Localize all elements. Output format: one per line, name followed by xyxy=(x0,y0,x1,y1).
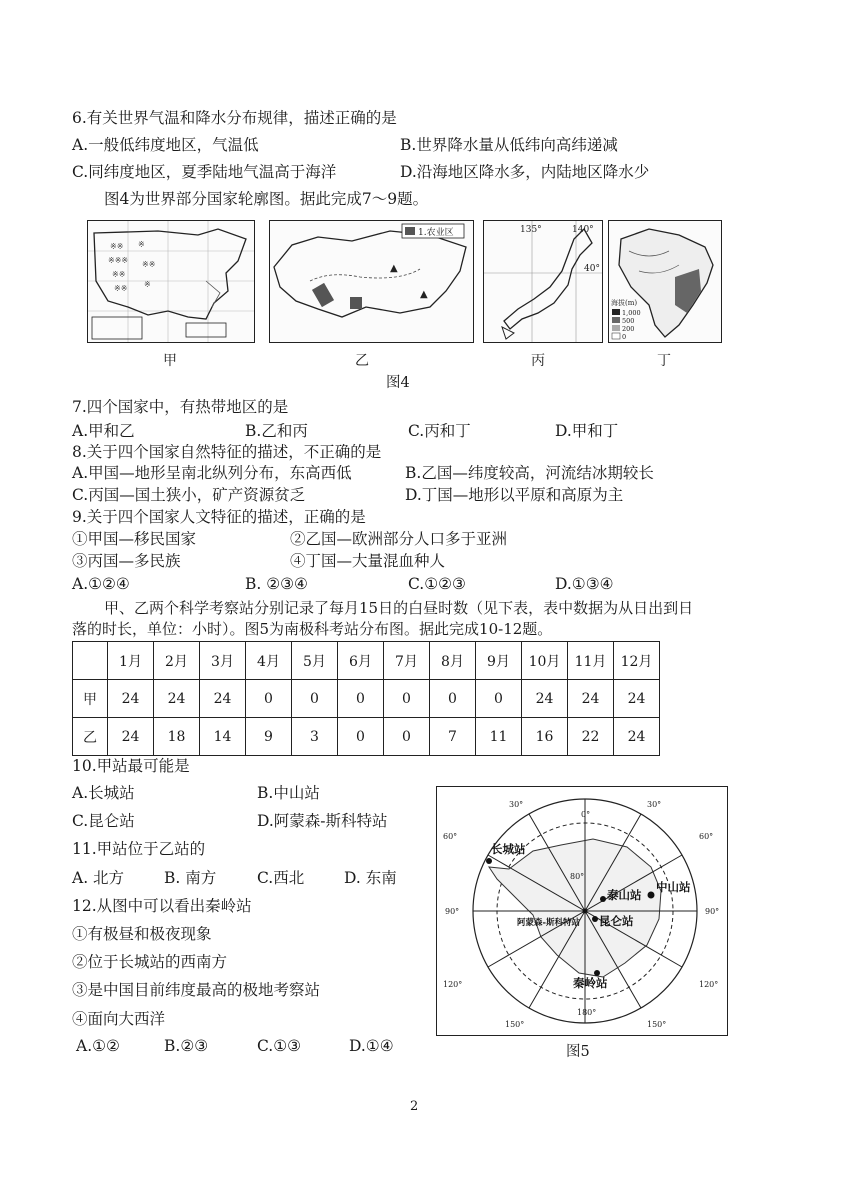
intro-10-12-line1: 甲、乙两个科学考察站分别记录了每月15日的白昼时数（见下表，表中数据为从日出到日 xyxy=(104,599,694,617)
q7-option-b: B.乙和丙 xyxy=(245,422,308,440)
q7-option-c: C.丙和丁 xyxy=(408,422,471,440)
lon-label: 180° xyxy=(577,1008,597,1017)
lon-label: 120° xyxy=(443,980,463,989)
q12-option-c: C.①③ xyxy=(257,1037,302,1055)
table-cell: 24 xyxy=(108,680,154,718)
lon-label: 90° xyxy=(705,907,720,916)
lon-label: 150° xyxy=(647,1020,667,1029)
table-cell: 24 xyxy=(568,680,614,718)
q8-option-a: A.甲国—地形呈南北纵列分布，东高西低 xyxy=(72,464,352,482)
table-cell: 18 xyxy=(154,718,200,756)
page-number: 2 xyxy=(410,1099,419,1114)
q11-option-c: C.西北 xyxy=(257,869,305,887)
table-cell: 0 xyxy=(430,680,476,718)
q9-statement-4: ④丁国—大量混血种人 xyxy=(290,552,446,570)
svg-text:※※: ※※ xyxy=(110,242,124,251)
svg-text:▲: ▲ xyxy=(420,289,428,300)
svg-text:※※※: ※※※ xyxy=(108,256,129,265)
q6-option-a: A.一般低纬度地区，气温低 xyxy=(72,136,259,154)
q12-statement-1: ①有极昼和极夜现象 xyxy=(72,925,212,943)
q6-stem: 6.有关世界气温和降水分布规律，描述正确的是 xyxy=(72,109,397,127)
q9-option-b: B. ②③④ xyxy=(245,575,308,593)
map-label-jia: 甲 xyxy=(163,353,177,369)
svg-text:※: ※ xyxy=(144,280,151,289)
table-row-label: 甲 xyxy=(73,680,108,718)
table-corner xyxy=(73,642,108,680)
lon-label: 30° xyxy=(509,800,524,809)
map-bing-lon1: 135° xyxy=(520,225,542,235)
fig4-caption: 图4 xyxy=(386,375,410,391)
q7-option-d: D.甲和丁 xyxy=(555,422,619,440)
station-kunlun: 昆仑站 xyxy=(599,914,634,928)
q12-stem: 12.从图中可以看出秦岭站 xyxy=(72,897,252,915)
table-header: 1月 xyxy=(108,642,154,680)
q7-stem: 7.四个国家中，有热带地区的是 xyxy=(72,398,289,416)
map-ding-legend-2: 500 xyxy=(622,317,635,325)
table-cell: 14 xyxy=(200,718,246,756)
table-cell: 0 xyxy=(292,680,338,718)
map-ding-legend-title: 海拔(m) xyxy=(611,299,638,307)
table-row xyxy=(73,718,660,756)
q9-option-c: C.①②③ xyxy=(408,575,466,593)
table-header: 4月 xyxy=(246,642,292,680)
table-cell: 0 xyxy=(246,680,292,718)
table-cell: 9 xyxy=(246,718,292,756)
table-cell: 0 xyxy=(338,680,384,718)
table-header: 10月 xyxy=(522,642,568,680)
fig5-caption: 图5 xyxy=(566,1044,590,1060)
table-cell: 16 xyxy=(522,718,568,756)
lon-label: 30° xyxy=(647,800,662,809)
map-ding-legend-4: 0 xyxy=(622,333,627,341)
intro-10-12-line2: 落的时长，单位：小时）。图5为南极科考站分布图。据此完成10-12题。 xyxy=(72,620,553,638)
table-cell: 24 xyxy=(154,680,200,718)
map-bing xyxy=(483,220,603,343)
q8-option-b: B.乙国—纬度较高，河流结冰期较长 xyxy=(405,464,654,482)
svg-text:※※: ※※ xyxy=(114,284,128,293)
q9-stem: 9.关于四个国家人文特征的描述，正确的是 xyxy=(72,508,366,526)
q8-stem: 8.关于四个国家自然特征的描述，不正确的是 xyxy=(72,443,382,461)
q7-option-a: A.甲和乙 xyxy=(72,422,135,440)
svg-text:※※: ※※ xyxy=(142,260,156,269)
q11-option-d: D. 东南 xyxy=(344,869,397,887)
q12-option-a: A.①② xyxy=(76,1037,120,1055)
station-amundsen-scott: 阿蒙森-斯科特站 xyxy=(517,918,581,928)
map-label-bing: 丙 xyxy=(531,353,545,369)
table-header: 7月 xyxy=(384,642,430,680)
station-changcheng: 长城站 xyxy=(491,842,526,856)
q10-option-d: D.阿蒙森-斯科特站 xyxy=(257,812,388,830)
svg-text:▲: ▲ xyxy=(390,263,398,274)
q9-option-a: A.①②④ xyxy=(72,575,130,593)
table-cell: 24 xyxy=(522,680,568,718)
lon-label: 0° xyxy=(581,810,591,819)
table-header: 5月 xyxy=(292,642,338,680)
q10-option-c: C.昆仑站 xyxy=(72,812,135,830)
q8-option-d: D.丁国—地形以平原和高原为主 xyxy=(405,486,624,504)
map-bing-lon2: 140° xyxy=(572,225,594,235)
q12-option-b: B.②③ xyxy=(164,1037,209,1055)
q12-statement-3: ③是中国目前纬度最高的极地考察站 xyxy=(72,981,321,999)
q10-stem: 10.甲站最可能是 xyxy=(72,757,190,775)
q10-option-b: B.中山站 xyxy=(257,784,320,802)
q11-stem: 11.甲站位于乙站的 xyxy=(72,840,206,858)
q12-statement-2: ②位于长城站的西南方 xyxy=(72,953,228,971)
table-cell: 0 xyxy=(384,680,430,718)
map-bing-lat: 40° xyxy=(584,264,600,274)
map-label-yi: 乙 xyxy=(355,353,369,369)
q8-option-c: C.丙国—国土狭小，矿产资源贫乏 xyxy=(72,486,306,504)
table-cell: 0 xyxy=(384,718,430,756)
table-cell: 24 xyxy=(108,718,154,756)
svg-text:※: ※ xyxy=(138,240,145,249)
fig4-intro: 图4为世界部分国家轮廓图。据此完成7～9题。 xyxy=(104,190,429,208)
lat-label: 80° xyxy=(570,872,585,881)
table-header: 9月 xyxy=(476,642,522,680)
table-header: 11月 xyxy=(568,642,614,680)
table-cell: 24 xyxy=(200,680,246,718)
q9-statement-1: ①甲国—移民国家 xyxy=(72,530,197,548)
antarctic-map xyxy=(436,786,728,1036)
table-cell: 22 xyxy=(568,718,614,756)
table-cell: 3 xyxy=(292,718,338,756)
q6-option-b: B.世界降水量从低纬向高纬递减 xyxy=(400,136,618,154)
table-header-row xyxy=(73,642,660,680)
q12-option-d: D.①④ xyxy=(349,1037,394,1055)
table-header: 8月 xyxy=(430,642,476,680)
svg-text:※※: ※※ xyxy=(112,270,126,279)
q9-statement-3: ③丙国—多民族 xyxy=(72,552,181,570)
lon-label: 60° xyxy=(443,832,458,841)
table-cell: 0 xyxy=(476,680,522,718)
map-ding-legend-1: 1,000 xyxy=(622,309,641,317)
lon-label: 60° xyxy=(699,832,714,841)
map-yi xyxy=(269,220,474,343)
table-header: 12月 xyxy=(614,642,660,680)
table-row xyxy=(73,680,660,718)
lon-label: 120° xyxy=(699,980,719,989)
q11-option-a: A. 北方 xyxy=(72,869,125,887)
q10-option-a: A.长城站 xyxy=(72,784,135,802)
q9-statement-2: ②乙国—欧洲部分人口多于亚洲 xyxy=(290,530,508,548)
q6-option-d: D.沿海地区降水多，内陆地区降水少 xyxy=(400,163,650,181)
table-cell: 0 xyxy=(338,718,384,756)
table-cell: 24 xyxy=(614,718,660,756)
table-header: 6月 xyxy=(338,642,384,680)
station-zhongshan: 中山站 xyxy=(656,880,691,894)
q11-option-b: B. 南方 xyxy=(164,869,217,887)
table-header: 3月 xyxy=(200,642,246,680)
station-taishan: 泰山站 xyxy=(607,888,642,902)
map-yi-legend: 1.农业区 xyxy=(418,228,454,238)
station-qinling: 秦岭站 xyxy=(573,976,608,990)
map-jia xyxy=(87,220,255,343)
table-cell: 24 xyxy=(614,680,660,718)
table-cell: 7 xyxy=(430,718,476,756)
table-cell: 11 xyxy=(476,718,522,756)
lon-label: 90° xyxy=(445,907,460,916)
table-row-label: 乙 xyxy=(73,718,108,756)
map-ding-legend-3: 200 xyxy=(622,325,635,333)
lon-label: 150° xyxy=(505,1020,525,1029)
daylight-table xyxy=(72,641,660,756)
table-header: 2月 xyxy=(154,642,200,680)
map-label-ding: 丁 xyxy=(657,353,671,369)
map-ding xyxy=(608,220,722,343)
q9-option-d: D.①③④ xyxy=(555,575,614,593)
q6-option-c: C.同纬度地区，夏季陆地气温高于海洋 xyxy=(72,163,337,181)
q12-statement-4: ④面向大西洋 xyxy=(72,1010,166,1028)
